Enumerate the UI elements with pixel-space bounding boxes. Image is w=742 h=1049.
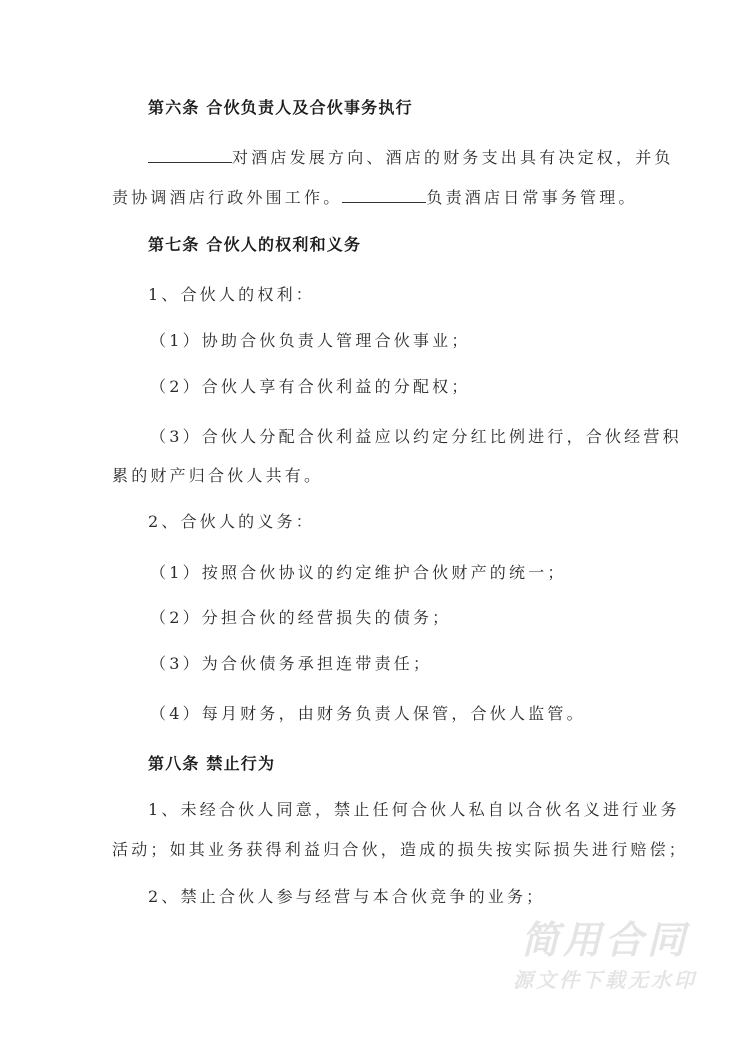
- duties-item: （1）按照合伙协议的约定维护合伙财产的统一；: [150, 563, 567, 582]
- rights-item: （3）合伙人分配合伙利益应以约定分红比例进行，合伙经营积: [150, 427, 682, 446]
- paragraph-line: [112, 188, 642, 208]
- duties-title: 2、合伙人的义务：: [148, 512, 315, 531]
- prohibition-item-continuation: 活动；如其业务获得利益归合伙，造成的损失按实际损失进行赔偿；: [112, 840, 689, 859]
- paragraph-line: [148, 148, 678, 168]
- section-heading-7: 第七条 合伙人的权利和义务: [148, 235, 362, 254]
- watermark-tagline: 源文件下载无水印: [513, 968, 697, 992]
- watermark-brand: 简用合同: [520, 918, 689, 962]
- fill-in-blank[interactable]: [148, 148, 232, 163]
- section-heading-6: 第六条 合伙负责人及合伙事务执行: [148, 98, 413, 117]
- duties-item: （3）为合伙债务承担连带责任；: [150, 654, 433, 673]
- rights-title: 1、合伙人的权利：: [148, 285, 315, 304]
- paragraph-text: 负责酒店日常事务管理。: [426, 188, 638, 207]
- paragraph-text: 责协调酒店行政外围工作。: [112, 188, 343, 207]
- prohibition-item: 1、未经合伙人同意，禁止任何合伙人私自以合伙名义进行业务: [148, 800, 680, 819]
- paragraph-text: 对酒店发展方向、酒店的财务支出具有决定权，并负: [232, 148, 674, 167]
- rights-item-continuation: 累的财产归合伙人共有。: [112, 466, 324, 485]
- duties-item: （2）分担合伙的经营损失的债务；: [150, 608, 452, 627]
- prohibition-item: 2、禁止合伙人参与经营与本合伙竞争的业务；: [148, 887, 546, 906]
- fill-in-blank[interactable]: [342, 188, 426, 203]
- section-heading-8: 第八条 禁止行为: [148, 754, 276, 773]
- watermark: [510, 918, 700, 994]
- rights-item: （2）合伙人享有合伙利益的分配权；: [150, 377, 471, 396]
- duties-item: （4）每月财务，由财务负责人保管，合伙人监管。: [150, 704, 586, 723]
- rights-item: （1）协助合伙负责人管理合伙事业；: [150, 331, 471, 350]
